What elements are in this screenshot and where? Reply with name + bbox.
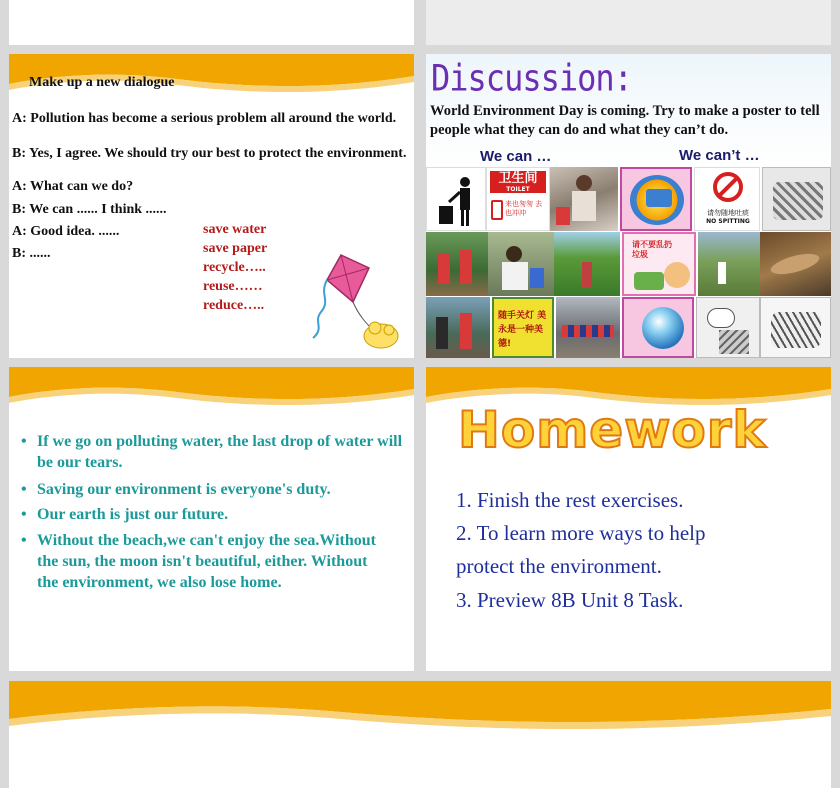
turn-off-lights-sign: 随手关灯 美永是一种美德! [498,311,547,349]
photo-toilet-sign [486,167,550,231]
slide-bottom-partial [9,681,831,788]
dialogue-line-4: B: We can ...... I think ...... [12,202,167,217]
photo-cartoon-waste [760,297,831,358]
photo-cleanup-1 [426,232,488,296]
discussion-title: Discussion: [431,56,632,100]
quote-1 [19,431,414,473]
hint-reuse: reuse…… [203,279,263,294]
quote-text: If we go on polluting water, the last drop of water will be our tears. [37,433,403,471]
homework-item-3: 3. Preview 8B Unit 8 Task. [456,588,684,612]
no-litter-sign: 请不要乱扔垃圾 [632,240,672,259]
homework-item-2: 2. To learn more ways to help [456,521,706,545]
slide-top-left-partial [9,0,414,45]
quote-text: Our earth is just our future. [37,506,229,523]
photo-no-spitting-sign [694,167,760,231]
bullet: • [21,481,27,498]
quote-text: Without the beach,we can't enjoy the sea.Without the sun, the moon isn't beautiful, either. Without the environment, we also lose home. [37,532,376,591]
toilet-sign-label [490,171,546,193]
dialogue-line-6: B: ...... [12,246,51,261]
slide-dialogue [9,54,414,358]
photo-turn-off-lights-poster [492,297,554,358]
no-spit-en: NO SPITTING [706,218,750,225]
homework-item-2-cont: protect the environment. [456,554,662,578]
no-spit-cn: 请勿随地吐痰 [707,209,749,217]
photo-cartoon-pollution [696,297,760,358]
quote-3 [19,504,414,525]
photo-save-water-poster [620,167,692,231]
quote-text: Saving our environment is everyone's duty. [37,481,331,498]
homework-item-1: 1. Finish the rest exercises. [456,488,684,512]
dialogue-title: Make up a new dialogue [29,75,175,90]
photo-bikers [556,297,620,358]
slide-discussion [426,54,831,358]
dialogue-line-1: A: Pollution has become a serious problem all around the world. [12,111,397,126]
bullet: • [21,433,27,450]
hint-save-paper: save paper [203,241,268,256]
hint-reduce: reduce….. [203,298,265,313]
wave-header [9,367,414,415]
homework-title: Homework [458,401,767,459]
photo-cleanup-2 [488,232,554,296]
photo-field-trash [698,232,760,296]
bullet: • [21,532,27,549]
wave-header [9,681,831,741]
slide-top-right-partial [426,0,831,45]
dialogue-line-3: A: What can we do? [12,179,134,194]
photo-cartoon-litter [762,167,831,231]
hint-save-water: save water [203,222,267,237]
toilet-sign-en: TOILET [506,186,530,193]
photo-earth-poster [622,297,694,358]
slide-quotes [9,367,414,671]
discussion-text: World Environment Day is coming. Try to make a poster to tell people what they can do and what they can’t do. [430,103,820,138]
photo-volunteers [426,297,490,358]
quote-4 [19,530,389,593]
photo-park [554,232,620,296]
dialogue-line-2: B: Yes, I agree. We should try our best to protect the environment. [12,146,407,161]
we-cant-heading: We can’t … [679,147,760,164]
bullet: • [21,506,27,523]
photo-trash-sign [426,167,486,231]
hint-recycle: recycle….. [203,260,266,275]
dialogue-line-5: A: Good idea. ...... [12,224,120,239]
quote-2 [19,479,414,500]
toilet-sign-cn: 卫生间 [498,171,538,186]
flush-sign: 来也匆匆 去也冲冲 [505,200,543,217]
kite-illustration [301,250,401,350]
photo-dead-fish [760,232,831,296]
photo-woman-trash [550,167,618,231]
toilet-icon [491,200,503,220]
we-can-heading: We can … [480,148,552,165]
photo-no-litter-cartoon [622,232,696,296]
photo-collage [426,167,831,358]
slide-homework [426,367,831,671]
